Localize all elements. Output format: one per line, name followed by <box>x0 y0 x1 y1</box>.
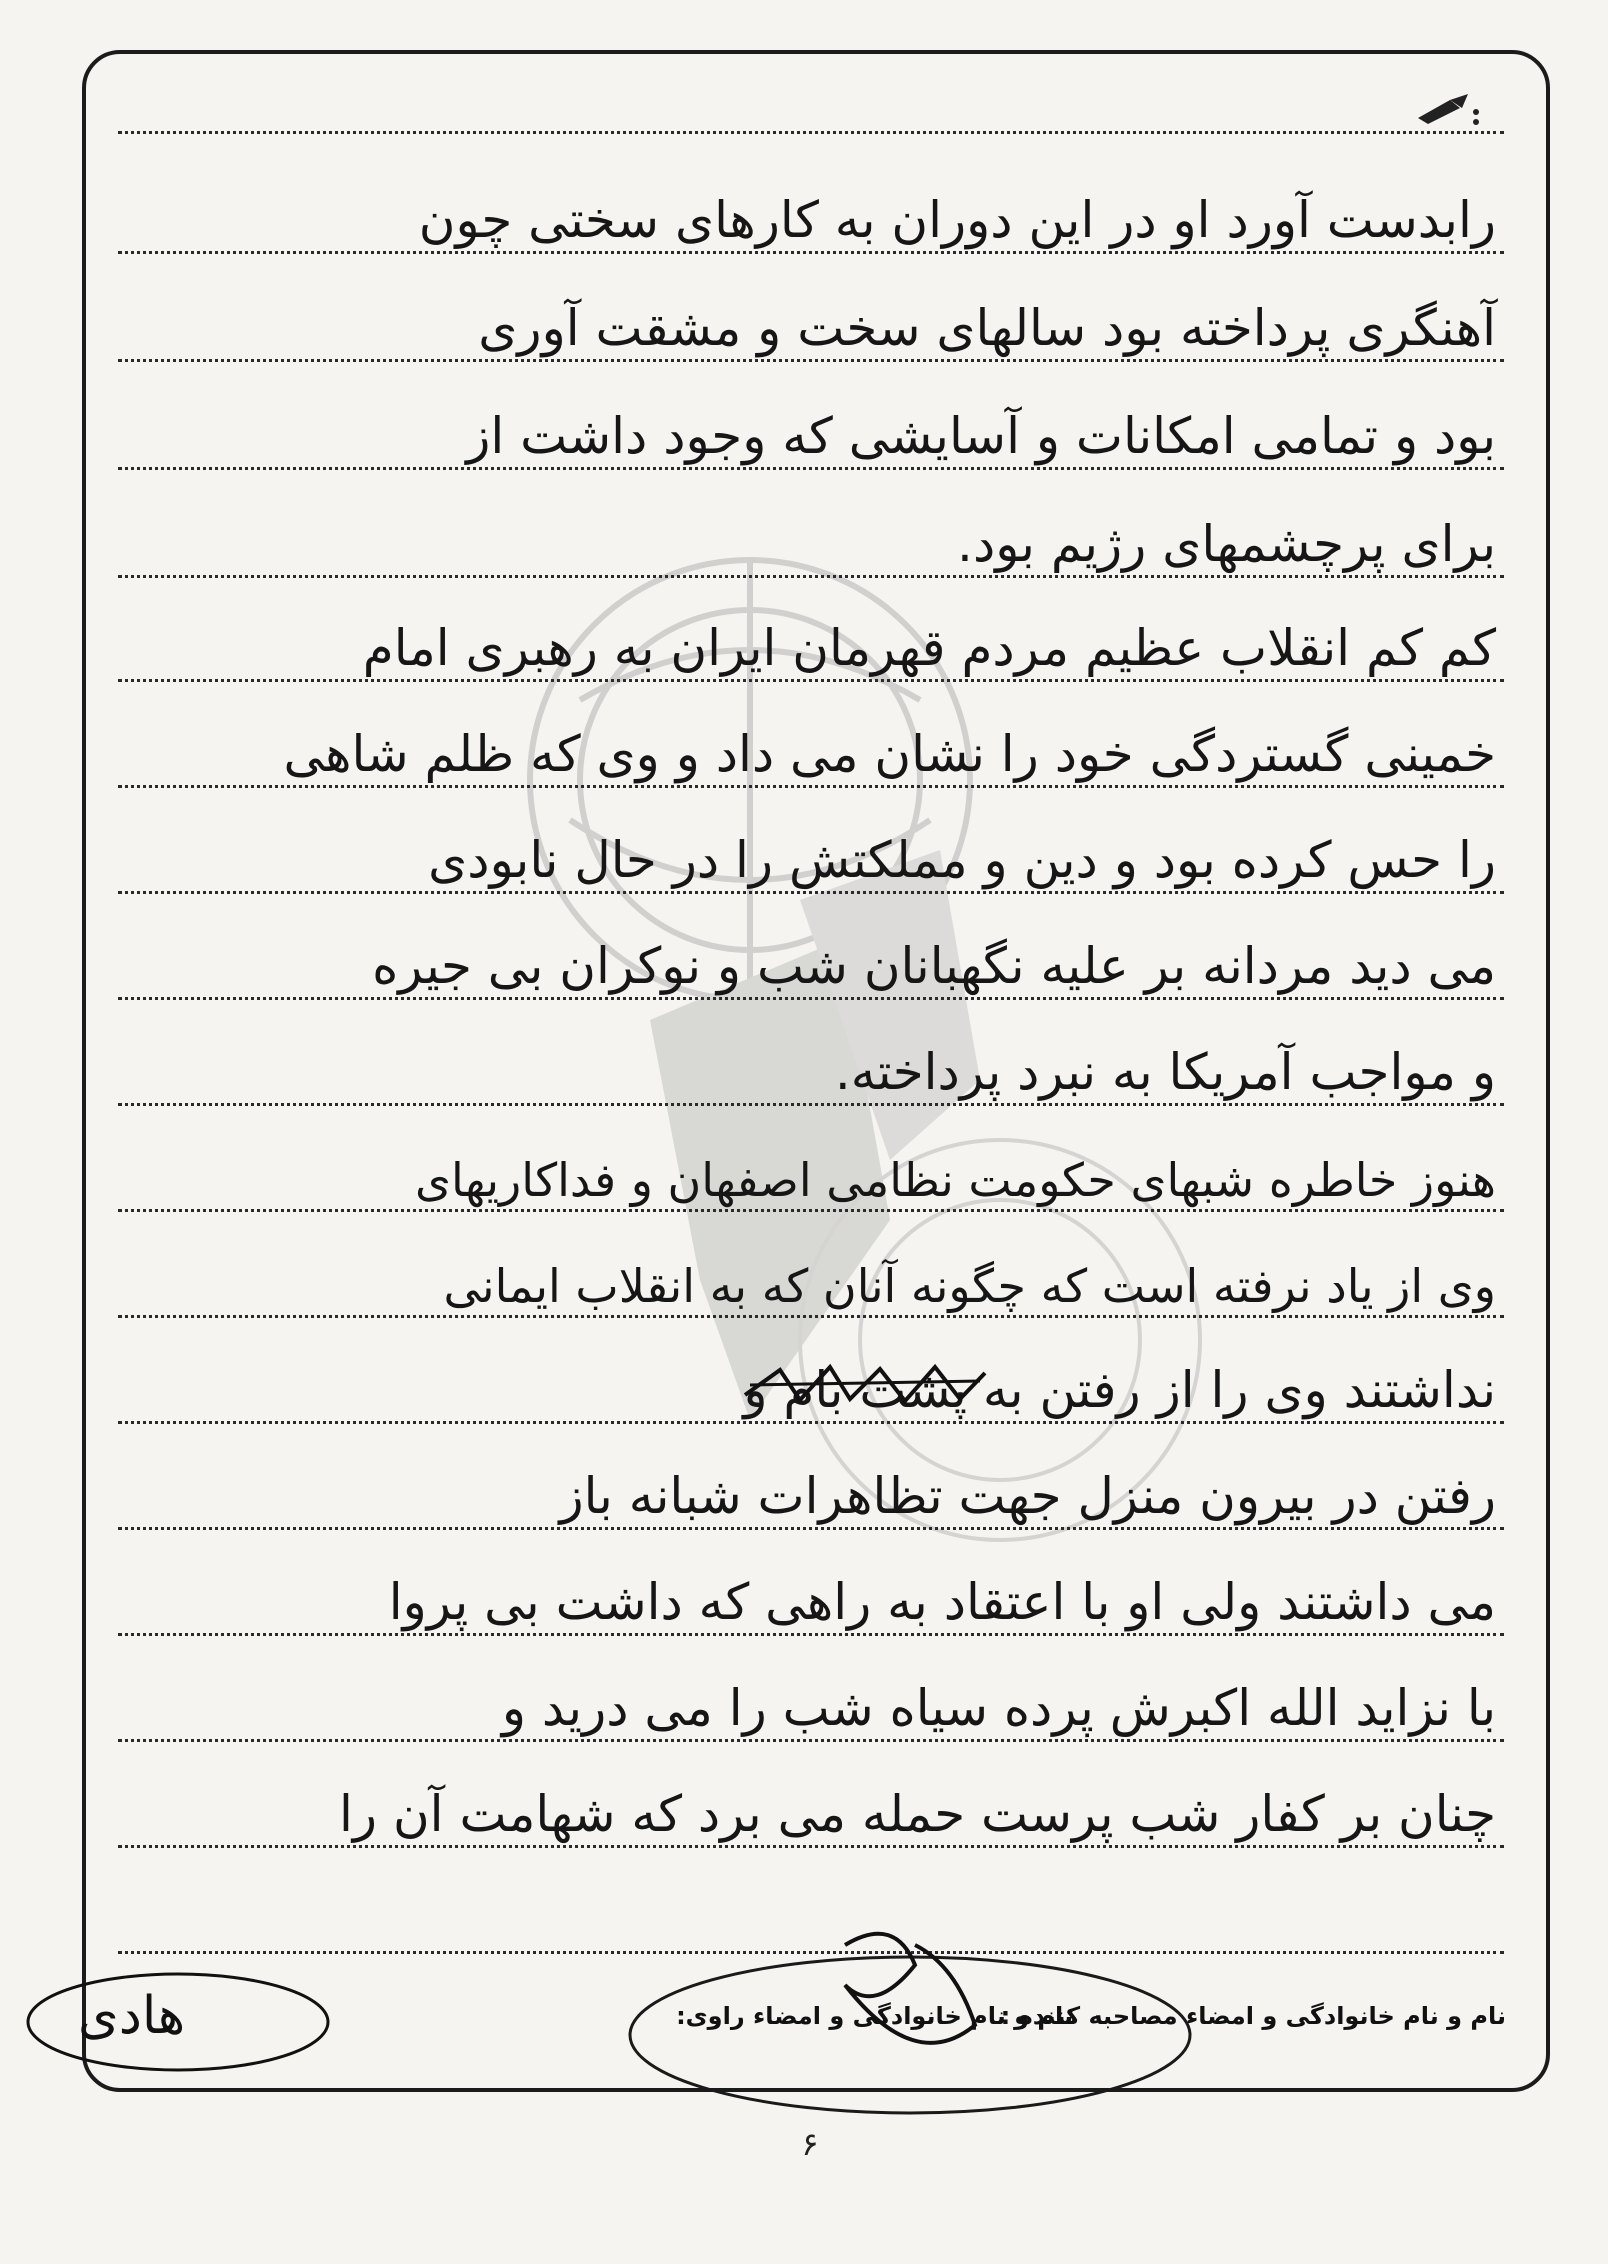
ruled-line <box>118 1002 1504 1106</box>
dotted-rule <box>118 467 1504 470</box>
ruled-line <box>118 474 1504 578</box>
dotted-rule <box>118 359 1504 362</box>
crossed-out-scribble <box>740 1355 990 1415</box>
ruled-line <box>118 30 1504 134</box>
dotted-rule <box>118 891 1504 894</box>
ruled-line <box>118 790 1504 894</box>
handwritten-line: و مواجب آمریکا به نبرد پرداخته. <box>834 1043 1496 1101</box>
ruled-line <box>118 896 1504 1000</box>
ruled-line <box>118 1426 1504 1530</box>
handwritten-line: با نزاید الله اکبرش پرده سیاه شب را می درید و <box>501 1679 1496 1737</box>
handwritten-line: می دید مردانه بر علیه نگهبانان شب و نوکران بی جیره <box>372 937 1496 995</box>
handwritten-line: را حس کرده بود و دین و مملکتش را در حال نابودی <box>428 831 1496 889</box>
dotted-rule <box>118 1103 1504 1106</box>
dotted-rule <box>118 1527 1504 1530</box>
handwritten-line: آهنگری پرداخته بود سالهای سخت و مشقت آوری <box>478 299 1496 357</box>
signature-labels <box>118 1998 1518 2058</box>
dotted-rule <box>118 679 1504 682</box>
ruled-line <box>118 150 1504 254</box>
dotted-rule <box>118 1209 1504 1212</box>
dotted-rule <box>118 131 1504 134</box>
interviewer-label: نام و نام خانوادگی و امضاء مصاحبه کننده : <box>1000 2002 1506 2030</box>
dotted-rule <box>118 785 1504 788</box>
dotted-rule <box>118 1315 1504 1318</box>
handwritten-line: هنوز خاطره شبهای حکومت نظامی اصفهان و فداکاریهای <box>415 1153 1496 1208</box>
page-number: ۶ <box>801 2125 819 2163</box>
handwritten-line: وی از یاد نرفته است که چگونه آنان که به انقلاب ایمانی <box>443 1259 1496 1314</box>
dotted-rule <box>118 997 1504 1000</box>
handwritten-line: خمینی گستردگی خود را نشان می داد و وی که ظلم شاهی <box>283 725 1496 783</box>
dotted-rule <box>118 1739 1504 1742</box>
handwritten-line: می داشتند ولی او با اعتقاد به راهی که داشت بی پروا <box>388 1573 1496 1631</box>
handwritten-line: رابدست آورد او در این دوران به کارهای سختی چون <box>418 191 1496 249</box>
ruled-line <box>118 1744 1504 1848</box>
ruled-line <box>118 258 1504 362</box>
handwritten-line: کم کم انقلاب عظیم مردم قهرمان ایران به رهبری امام <box>362 619 1496 677</box>
handwritten-line: نداشتند وی را از رفتن به پشت بام و <box>743 1361 1496 1419</box>
handwritten-line: بود و تمامی امکانات و آسایشی که وجود داشت از <box>466 407 1496 465</box>
narrator-label: نام و نام خانوادگی و امضاء راوی: <box>676 2002 1073 2030</box>
ruled-line <box>118 366 1504 470</box>
handwritten-line: چنان بر کفار شب پرست حمله می برد که شهامت آن را <box>339 1785 1496 1843</box>
ruled-line <box>118 1108 1504 1212</box>
ruled-line <box>118 1532 1504 1636</box>
handwritten-line: برای پرچشمهای رژیم بود. <box>957 515 1496 573</box>
ruled-line <box>118 578 1504 682</box>
dotted-rule <box>118 1633 1504 1636</box>
narrator-signature-text: هادی <box>78 1986 186 2046</box>
dotted-rule <box>118 1421 1504 1424</box>
ruled-line <box>118 1638 1504 1742</box>
dotted-rule <box>118 1845 1504 1848</box>
dotted-rule <box>118 251 1504 254</box>
ruled-line <box>118 684 1504 788</box>
ruled-line <box>118 1214 1504 1318</box>
handwritten-line: رفتن در بیرون منزل جهت تظاهرات شبانه باز <box>559 1467 1496 1525</box>
